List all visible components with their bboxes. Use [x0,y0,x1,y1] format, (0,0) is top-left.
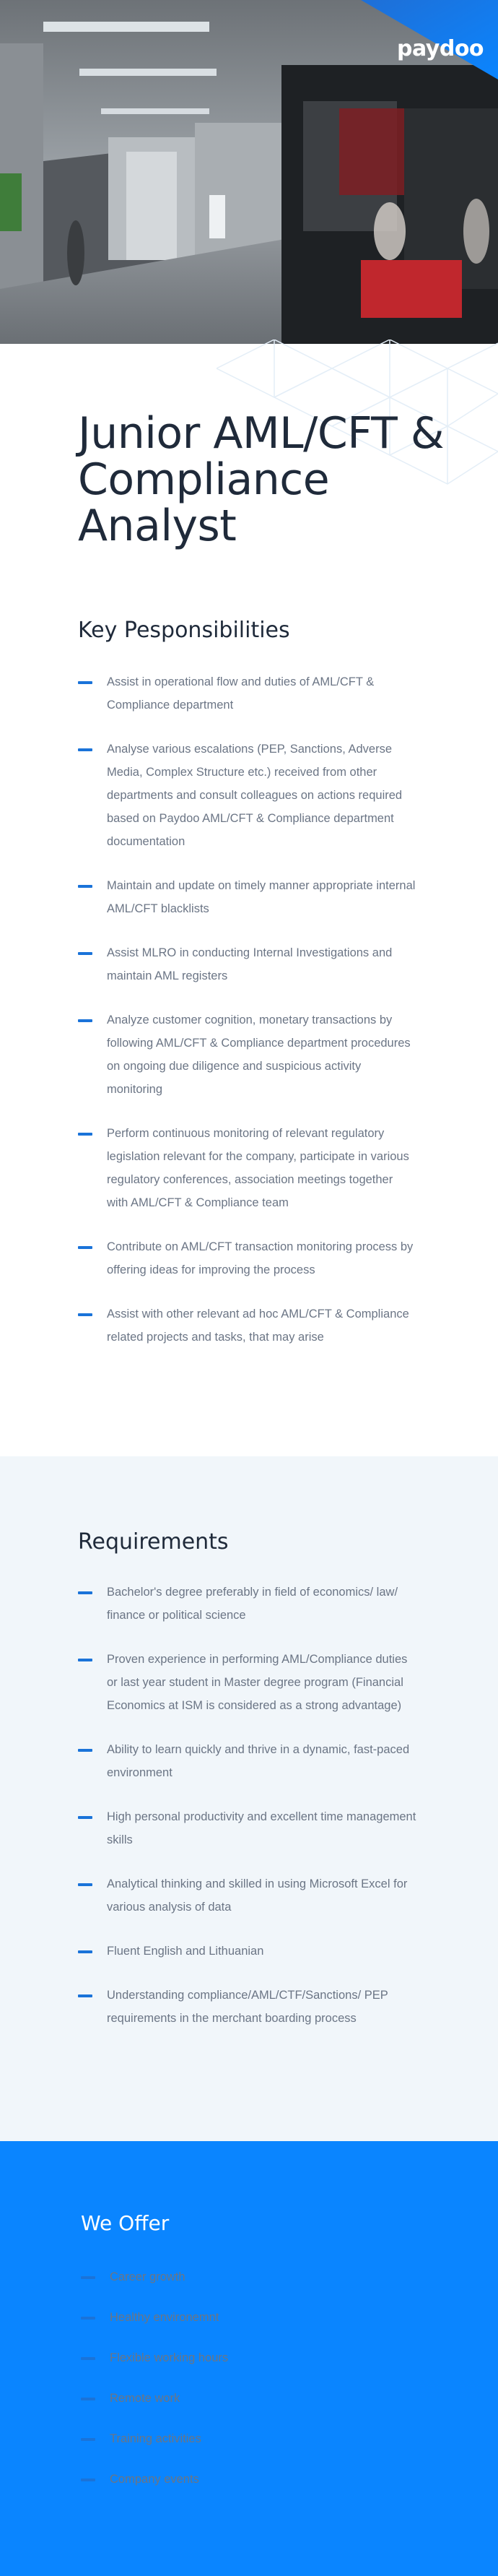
dash-bullet-icon [78,1659,92,1661]
dash-bullet-icon [78,1246,92,1249]
dash-bullet-icon [78,1950,92,1953]
requirement-item: Fluent English and Lithuanian [78,1940,417,1963]
dash-bullet-icon [78,681,92,684]
dash-bullet-icon [78,952,92,955]
requirements-heading: Requirements [78,1529,229,1555]
responsibility-item: Assist in operational flow and duties of AML/CFT & Compliance department [78,670,417,717]
offer-list [81,2265,420,2508]
responsibility-item: Contribute on AML/CFT transaction monitoring process by offering ideas for improving the process [78,1235,417,1281]
responsibility-item: Analyze customer cognition, monetary transactions by following AML/CFT & Compliance department procedures on ongoing due diligence and suspicious activity monitoring [78,1008,417,1101]
dash-bullet-icon [78,1816,92,1819]
requirement-item: Understanding compliance/AML/CTF/Sanctions/ PEP requirements in the merchant boarding process [78,1984,417,2030]
offer-item: Flexible working hours [81,2346,420,2369]
dash-bullet-icon [81,2478,95,2481]
dash-bullet-icon [81,2357,95,2360]
paydoo-logo: paydoo [397,36,484,61]
requirement-item: Ability to learn quickly and thrive in a dynamic, fast-paced environment [78,1738,417,1784]
dash-bullet-icon [81,2398,95,2400]
requirement-item: High personal productivity and excellent time management skills [78,1805,417,1851]
dash-bullet-icon [81,2276,95,2279]
responsibility-item: Assist with other relevant ad hoc AML/CFT & Compliance related projects and tasks, that may arise [78,1302,417,1349]
responsibility-item: Analyse various escalations (PEP, Sanctions, Adverse Media, Complex Structure etc.) received from other departments and consult colleagues on actions required based on Paydoo AML/CFT & Compliance department documentation [78,738,417,853]
dash-bullet-icon [78,1994,92,1997]
dash-bullet-icon [78,885,92,888]
dash-bullet-icon [81,2438,95,2441]
requirement-item: Proven experience in performing AML/Compliance duties or last year student in Master degree program (Financial Economics at ISM is considered as a strong advantage) [78,1648,417,1717]
responsibility-item: Maintain and update on timely manner appropriate internal AML/CFT blacklists [78,874,417,920]
responsibilities-heading: Key Pesponsibilities [78,618,290,643]
requirements-list [78,1581,417,2051]
offer-item: Company events [81,2468,420,2491]
dash-bullet-icon [78,748,92,751]
requirement-item: Analytical thinking and skilled in using Microsoft Excel for various analysis of data [78,1872,417,1919]
dash-bullet-icon [78,1313,92,1316]
dash-bullet-icon [78,1591,92,1594]
job-title: Junior AML/CFT & Compliance Analyst [78,408,445,551]
dash-bullet-icon [78,1883,92,1886]
dash-bullet-icon [81,2317,95,2320]
requirement-item: Bachelor's degree preferably in field of economics/ law/ finance or political science [78,1581,417,1627]
offer-item: Career growth [81,2265,420,2288]
responsibility-item: Assist MLRO in conducting Internal Investigations and maintain AML registers [78,941,417,987]
hero-office-photo [0,0,498,344]
offer-item: Healthy environemnt [81,2306,420,2329]
responsibilities-list [78,670,417,1370]
offer-item: Remote work [81,2387,420,2410]
dash-bullet-icon [78,1749,92,1752]
offer-item: Training activities [81,2427,420,2450]
offer-heading: We Offer [81,2211,170,2235]
responsibility-item: Perform continuous monitoring of relevant regulatory legislation relevant for the company, participate in various regulatory conferences, association meetings together with AML/CFT & Compliance team [78,1122,417,1214]
dash-bullet-icon [78,1133,92,1136]
dash-bullet-icon [78,1019,92,1022]
